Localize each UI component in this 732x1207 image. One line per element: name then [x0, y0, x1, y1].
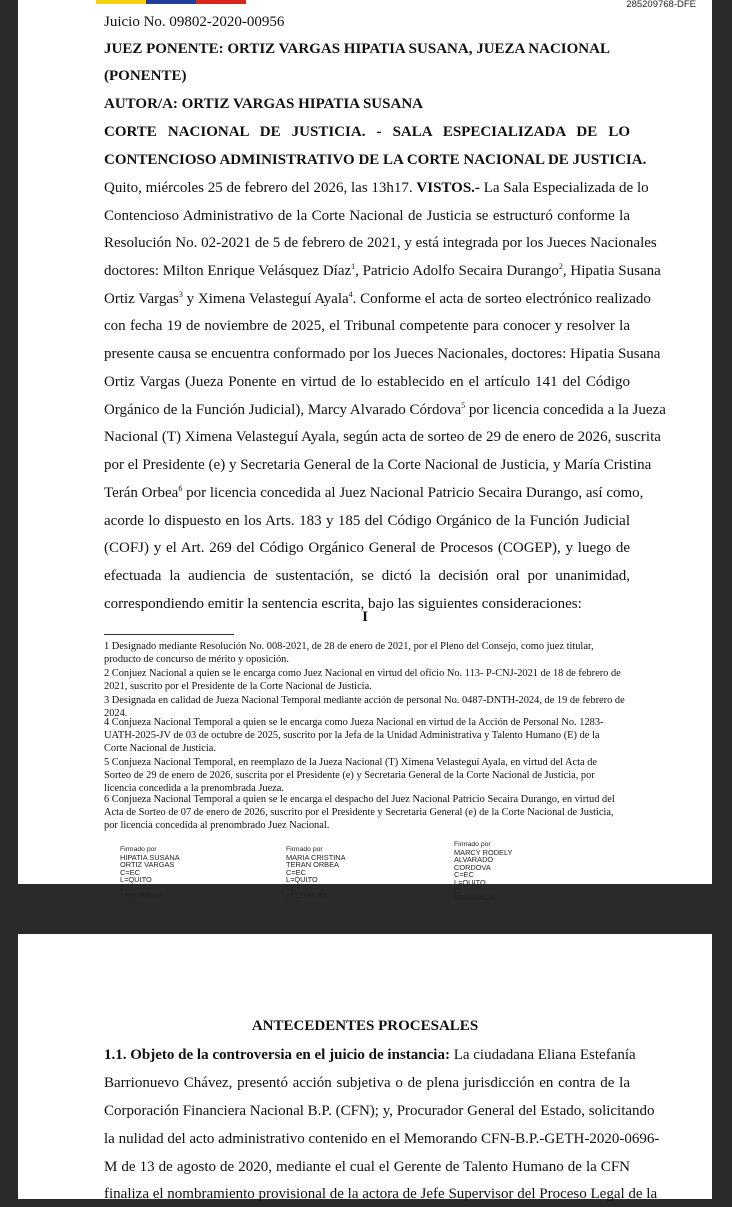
body-line: Nacional (T) Ximena Velasteguí Ayala, según acta de sorteo de 29 de enero de 2026, suscrita	[104, 429, 661, 445]
signature-stamp-2: Firmado por MARIA CRISTINA TERAN ORBEA C=EC L=QUITO CI 1712154283	[286, 846, 346, 900]
document-page-2	[18, 934, 712, 1202]
autor-line: AUTOR/A: ORTIZ VARGAS HIPATIA SUSANA	[104, 96, 423, 112]
footnote-6: 6 Conjueza Nacional Temporal a quien se le encarga el despacho del Juez Nacional Patricio Secaira Durango, en virtud del Acta de Sorteo de 07 de enero de 2026, suscrito por el Presidente y Secretaria General (e) de la Corte Nacional de Justicia, por licencia concedida al prenombrado Juez Nacional.	[104, 794, 615, 831]
body-line: Quito, miércoles 25 de febrero del 2026, las 13h17. VISTOS.- La Sala Especializada de lo	[104, 180, 649, 196]
body-line: por el Presidente (e) y Secretaria General de la Corte Nacional de Justicia, y María Cristina	[104, 457, 652, 473]
body-line: efectuada la audiencia de sustentación, se dictó la decisión oral por unanimidad,	[104, 568, 630, 584]
footnote-separator	[104, 634, 234, 635]
footnote-4: 4 Conjueza Nacional Temporal a quien se le encarga como Jueza Nacional en virtud de la Acción de Personal No. 1283- UATH-2025-JV de 03 de octubre de 2025, suscrito por la Jefa de la Unidad Administrativa y Talento Humano (E) de la Corte Nacional de Justicia.	[104, 717, 604, 754]
body-line: Ortiz Vargas$^3$ y Ximena Velasteguí Ayala$^4$. Conforme el acta de sorteo electrónico realizado	[104, 290, 651, 307]
document-code: 285209768-DFE	[626, 0, 696, 10]
body-line: con fecha 19 de noviembre de 2025, el Tribunal competente para conocer y resolver la	[104, 318, 630, 334]
body-line: Terán Orbea$^6$ por licencia concedida al Juez Nacional Patricio Secaira Durango, así como,	[104, 484, 644, 501]
section-numeral: I	[362, 609, 368, 625]
section-title: ANTECEDENTES PROCESALES	[251, 1018, 479, 1034]
ecuador-flag-stripe	[96, 0, 246, 4]
body-line: acorde lo dispuesto en los Arts. 183 y 185 del Código Orgánico de la Función Judicial	[104, 513, 630, 529]
body-line: doctores: Milton Enrique Velásquez Díaz$^1$, Patricio Adolfo Secaira Durango$^2$, Hipatia Susana	[104, 262, 661, 279]
body-line: Resolución No. 02-2021 de 5 de febrero de 2021, y está integrada por los Jueces Nacionales	[104, 235, 657, 251]
juez-ponente-line-2: (PONENTE)	[104, 68, 187, 84]
footnote-2: 2 Conjuez Nacional a quien se le encarga como Juez Nacional en virtud del oficio No. 113- P-CNJ-2021 de 18 de febrero de 2021, suscrito por el Presidente de la Corte Nacional de Justicia.	[104, 668, 621, 692]
body-line: correspondiendo emitir la sentencia escrita, bajo las siguientes consideraciones:	[104, 596, 582, 612]
document-page-1	[18, 0, 712, 903]
signature-stamp-3: Firmado por MARCY RODELY ALVARADO CORDOVA C=EC L=QUITO CI 0702884826	[454, 841, 513, 903]
body-line: la nulidad del acto administrativo contenido en el Memorando CFN-B.P.-GETH-2020-0696-	[104, 1131, 660, 1147]
signature-stamp-1: Firmado por HIPATIA SUSANA ORTIZ VARGAS C=EC L=QUITO CI 1709088569	[120, 846, 180, 900]
body-line: (COFJ) y el Art. 269 del Código Orgánico General de Procesos (COGEP), y luego de	[104, 540, 630, 556]
body-line: Barrionuevo Chávez, presentó acción subjetiva o de plena jurisdicción en contra de la	[104, 1075, 630, 1091]
body-line: Corporación Financiera Nacional B.P. (CFN); y, Procurador General del Estado, solicitando	[104, 1103, 655, 1119]
juez-ponente-line: JUEZ PONENTE: ORTIZ VARGAS HIPATIA SUSANA, JUEZA NACIONAL	[104, 41, 610, 57]
body-line: 1.1. Objeto de la controversia en el juicio de instancia: La ciudadana Eliana Estefanía	[104, 1047, 636, 1063]
footnote-5: 5 Conjueza Nacional Temporal, en reemplazo de la Jueza Nacional (T) Ximena Velasteguí Ayala, en virtud del Acta de Sorteo de 29 de enero de 2026, suscrita por el Presidente (e) y Secretaria General de la Corte Nacional de Justicia, por licencia concedida a la prenombrada Jueza.	[104, 757, 598, 794]
footnote-1: 1 Designado mediante Resolución No. 008-2021, de 28 de enero de 2021, por el Pleno del Consejo, como juez titular, producto de concurso de mérito y oposición.	[104, 641, 594, 665]
corte-line-1: CORTE NACIONAL DE JUSTICIA. - SALA ESPECIALIZADA DE LO	[104, 124, 630, 140]
footnote-3: 3 Designada en calidad de Jueza Nacional Temporal mediante acción de personal No. 0487-DNTH-2024, de 19 de febrero de 2024.	[104, 695, 625, 719]
body-line: M de 13 de agosto de 2020, mediante el cual el Gerente de Talento Humano de la CFN	[104, 1159, 630, 1175]
corte-line-2: CONTENCIOSO ADMINISTRATIVO DE LA CORTE NACIONAL DE JUSTICIA.	[104, 152, 647, 168]
body-line: Contencioso Administrativo de la Corte Nacional de Justicia se estructuró conforme la	[104, 208, 630, 224]
body-line: finaliza el nombramiento provisional de la actora de Jefe Supervisor del Proceso Legal de la	[104, 1186, 658, 1202]
body-line: presente causa se encuentra conformado por los Jueces Nacionales, doctores: Hipatia Susana	[104, 346, 661, 362]
body-line: Orgánico de la Función Judicial), Marcy Alvarado Córdova$^5$ por licencia concedida a la Jueza	[104, 401, 666, 418]
body-line: Ortiz Vargas (Jueza Ponente en virtud de lo establecido en el artículo 141 del Código	[104, 374, 630, 390]
case-number: Juicio No. 09802-2020-00956	[104, 14, 285, 30]
